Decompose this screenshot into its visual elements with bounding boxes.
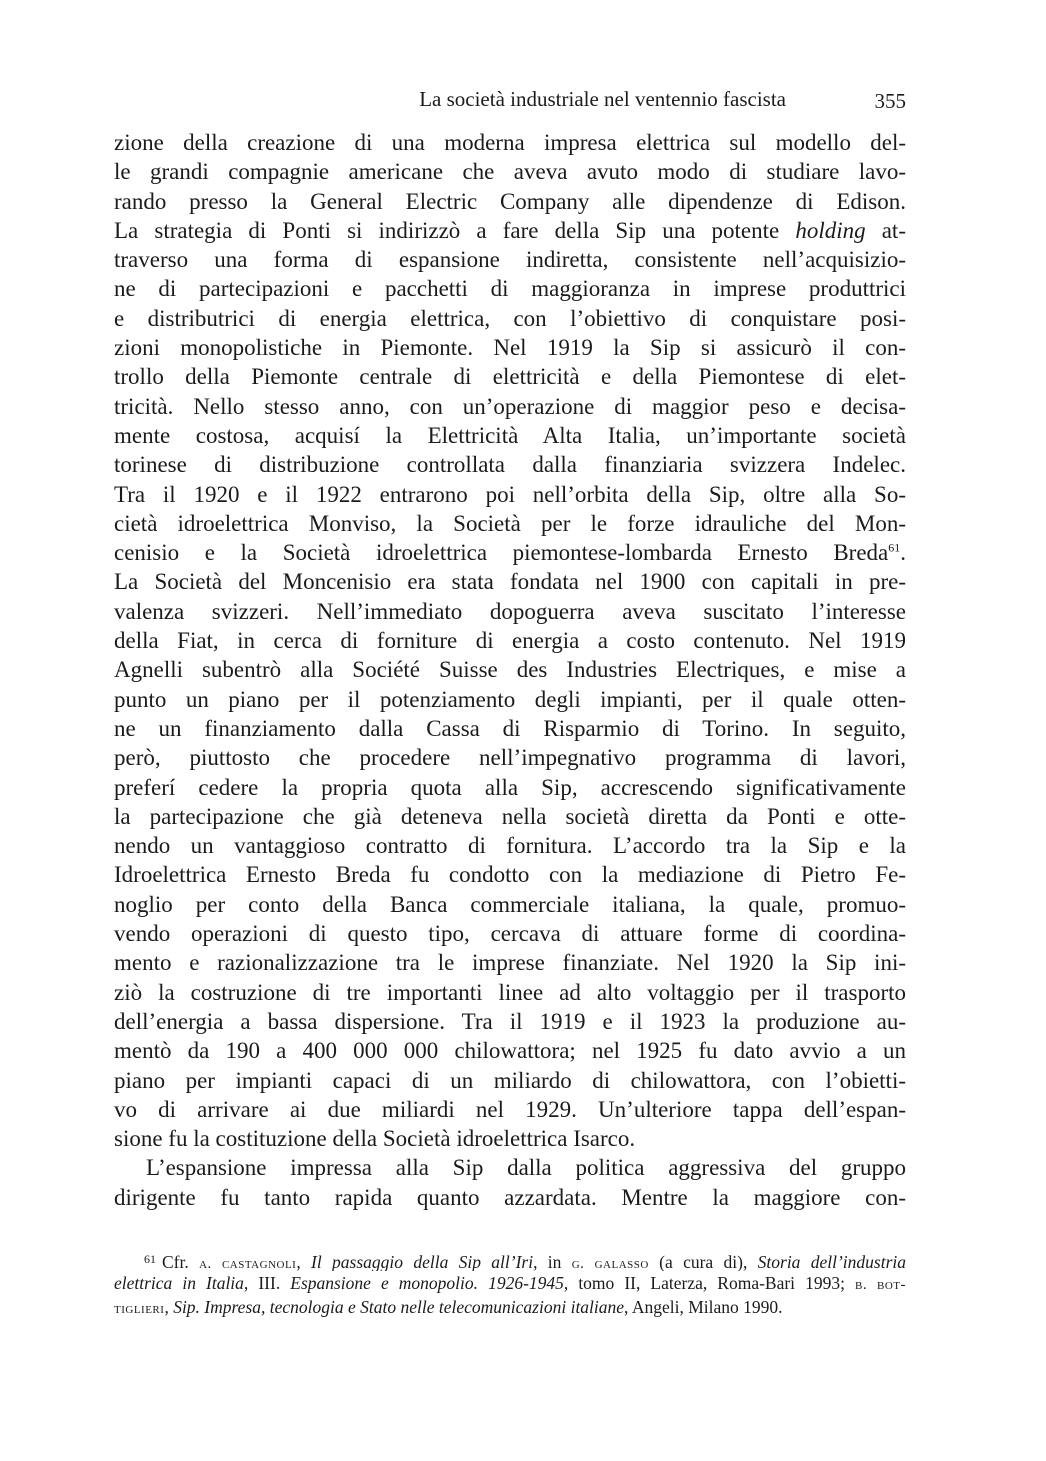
text-line: però, piuttosto che procedere nell’impegnativo programma di lavori,: [114, 745, 906, 771]
text-line: [114, 216, 906, 245]
text-segment: , Angeli, Milano 1990.: [624, 1297, 783, 1317]
text-line: tricità. Nello stesso anno, con un’operazione di maggior peso e decisa-: [114, 393, 906, 419]
text-line: Idroelettrica Ernesto Breda fu condotto con la mediazione di Pietro Fe-: [114, 862, 906, 888]
running-title: La società industriale nel ventennio fascista: [419, 87, 786, 111]
author-name: tiglieri: [114, 1301, 165, 1317]
text-line: zioni monopolistiche in Piemonte. Nel 1919 la Sip si assicurò il con-: [114, 335, 906, 361]
author-name: b. bot-: [855, 1277, 906, 1293]
text-line: L’espansione impressa alla Sip dalla politica aggressiva del gruppo: [146, 1155, 906, 1181]
text-line: ziò la costruzione di tre importanti linee ad alto voltaggio per il trasporto: [114, 979, 906, 1005]
text-line: rando presso la General Electric Company alle dipendenze di Edison.: [114, 188, 906, 214]
text-line: mentò da 190 a 400 000 000 chilowattora; nel 1925 fu dato avvio a un: [114, 1038, 906, 1064]
text-line: valenza svizzeri. Nell’immediato dopoguerra aveva suscitato l’interesse: [114, 598, 906, 624]
footnote-marker: 61: [144, 1252, 156, 1266]
text-segment: ,: [296, 1252, 312, 1271]
work-title: Storia dell’industria: [757, 1252, 906, 1271]
text-line: piano per impianti capaci di un miliardo di chilowattora, con l’obietti-: [114, 1067, 906, 1093]
footnote: [114, 1247, 906, 1319]
text-segment: La strategia di Ponti si indirizzò a fare della Sip una potente: [114, 217, 796, 243]
text-line: dirigente fu tanto rapida quanto azzardata. Mentre la maggiore con-: [114, 1184, 906, 1210]
text-line: dell’energia a bassa dispersione. Tra il 1919 e il 1923 la produzione au-: [114, 1008, 906, 1034]
text-line: le grandi compagnie americane che aveva avuto modo di studiare lavo-: [114, 159, 906, 185]
text-line: nendo un vantaggioso contratto di fornitura. L’accordo tra la Sip e la: [114, 833, 906, 859]
text-line: della Fiat, in cerca di forniture di energia a costo contenuto. Nel 1919: [114, 628, 906, 654]
work-title: elettrica in Italia: [114, 1273, 244, 1293]
text-line: noglio per conto della Banca commerciale italiana, la quale, promuo-: [114, 891, 906, 917]
work-title: Il passaggio della Sip all’Iri: [311, 1252, 534, 1271]
text-line: trollo della Piemonte centrale di elettricità e della Piemontese di elet-: [114, 364, 906, 390]
text-segment: , in: [533, 1252, 572, 1271]
text-line: La Società del Moncenisio era stata fondata nel 1900 con capitali in pre-: [114, 569, 906, 595]
footnote-line: [114, 1295, 906, 1319]
text-line: vendo operazioni di questo tipo, cercava di attuare forme di coordina-: [114, 921, 906, 947]
footnote-line: [114, 1247, 906, 1271]
text-line: ne di partecipazioni e pacchetti di maggioranza in imprese produttrici: [114, 276, 906, 302]
author-name: g. galasso: [571, 1256, 649, 1271]
text-segment: , tomo II, Laterza, Roma-Bari 1993;: [563, 1273, 855, 1293]
text-line: e distributrici di energia elettrica, con l’obiettivo di conquistare posi-: [114, 305, 906, 331]
text-line: Tra il 1920 e il 1922 entrarono poi nell’orbita della Sip, oltre alla So-: [114, 481, 906, 507]
text-line: [114, 538, 906, 567]
body-text: [114, 128, 906, 1212]
text-segment: (a cura di),: [648, 1252, 758, 1271]
volume-title: Espansione e monopolio. 1926-1945: [290, 1273, 564, 1293]
text-segment: .: [900, 540, 906, 566]
text-line: cietà idroelettrica Monviso, la Società per le forze idrauliche del Mon-: [114, 510, 906, 536]
text-line: mento e razionalizzazione tra le imprese finanziate. Nel 1920 la Sip ini-: [114, 950, 906, 976]
text-line: traverso una forma di espansione indiretta, consistente nell’acquisizio-: [114, 247, 906, 273]
page-number: 355: [874, 89, 906, 113]
italic-term: holding: [795, 217, 866, 243]
author-name: a. castagnoli: [199, 1256, 297, 1271]
text-segment: ,: [164, 1297, 174, 1317]
text-line: vo di arrivare ai due miliardi nel 1929. Un’ulteriore tappa dell’espan-: [114, 1096, 906, 1122]
text-line: torinese di distribuzione controllata dalla finanziaria svizzera Indelec.: [114, 452, 906, 478]
text-line: mente costosa, acquisí la Elettricità Alta Italia, un’importante società: [114, 422, 906, 448]
footnote-reference[interactable]: 61: [888, 540, 901, 555]
text-line: preferí cedere la propria quota alla Sip, accrescendo significativamente: [114, 774, 906, 800]
running-header: [114, 84, 906, 114]
text-segment: cenisio e la Società idroelettrica piemontese-lombarda Ernesto Breda: [114, 540, 889, 566]
text-segment: , III.: [243, 1273, 291, 1293]
text-line: Agnelli subentrò alla Société Suisse des Industries Electriques, e mise a: [114, 657, 906, 683]
text-line: punto un piano per il potenziamento degli impianti, per il quale otten-: [114, 686, 906, 712]
footnote-line: [114, 1271, 906, 1295]
text-line: sione fu la costituzione della Società idroelettrica Isarco.: [114, 1126, 636, 1152]
text-line: zione della creazione di una moderna impresa elettrica sul modello del-: [114, 130, 906, 155]
work-title: Sip. Impresa, tecnologia e Stato nelle telecomunicazioni italiane: [173, 1297, 625, 1317]
text-line: la partecipazione che già deteneva nella società diretta da Ponti e otte-: [114, 803, 906, 829]
text-segment: Cfr.: [162, 1252, 200, 1271]
text-segment: at-: [865, 217, 906, 243]
text-line: ne un finanziamento dalla Cassa di Risparmio di Torino. In seguito,: [114, 715, 906, 741]
